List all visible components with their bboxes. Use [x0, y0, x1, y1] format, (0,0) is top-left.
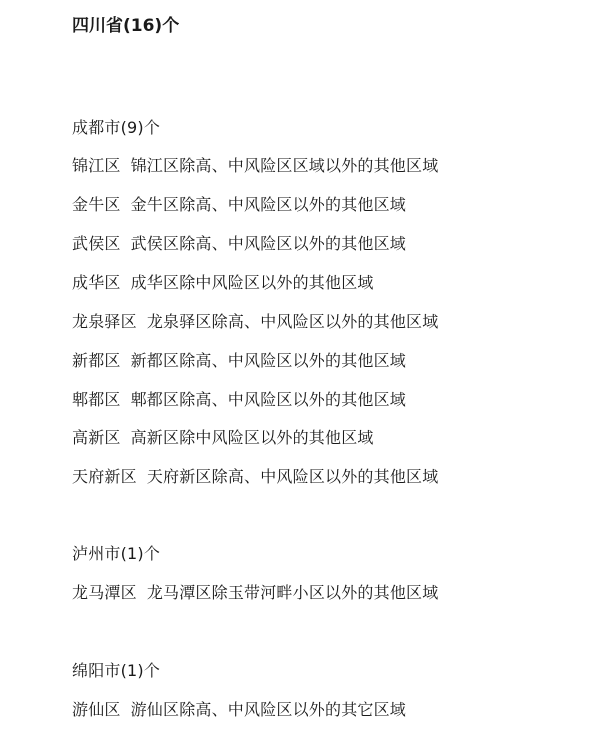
district-desc: 新都区除高、中风险区以外的其他区域 — [130, 351, 407, 370]
district-item — [72, 581, 438, 605]
district-item — [72, 154, 438, 178]
district-name: 高新区 — [72, 428, 121, 447]
district-name: 龙马潭区 — [72, 583, 137, 602]
city-title-chengdu: 成都市(9)个 — [72, 118, 161, 137]
district-name: 金牛区 — [72, 195, 121, 214]
district-name: 成华区 — [72, 273, 121, 292]
district-item — [72, 310, 438, 334]
district-desc: 锦江区除高、中风险区区域以外的其他区域 — [130, 156, 439, 175]
district-desc: 高新区除中风险区以外的其他区域 — [130, 428, 374, 447]
district-desc: 天府新区除高、中风险区以外的其他区域 — [146, 467, 439, 486]
province-title: 四川省(16)个 — [72, 16, 180, 36]
district-item — [72, 698, 406, 722]
district-desc: 龙马潭区除玉带河畔小区以外的其他区域 — [146, 583, 439, 602]
district-desc: 武侯区除高、中风险区以外的其他区域 — [130, 234, 407, 253]
district-item — [72, 349, 406, 373]
district-desc: 游仙区除高、中风险区以外的其它区域 — [130, 700, 407, 719]
district-name: 武侯区 — [72, 234, 121, 253]
district-name: 新都区 — [72, 351, 121, 370]
district-name: 郫都区 — [72, 390, 121, 409]
district-desc: 郫都区除高、中风险区以外的其他区域 — [130, 390, 407, 409]
district-desc: 成华区除中风险区以外的其他区域 — [130, 273, 374, 292]
district-item — [72, 426, 374, 450]
district-item — [72, 271, 374, 295]
district-name: 天府新区 — [72, 467, 137, 486]
city-title-mianyang: 绵阳市(1)个 — [72, 661, 161, 680]
district-name: 锦江区 — [72, 156, 121, 175]
district-name: 游仙区 — [72, 700, 121, 719]
district-name: 龙泉驿区 — [72, 312, 137, 331]
district-item — [72, 193, 406, 217]
city-title-luzhou: 泸州市(1)个 — [72, 544, 161, 563]
district-item — [72, 388, 406, 412]
district-desc: 金牛区除高、中风险区以外的其他区域 — [130, 195, 407, 214]
district-item — [72, 232, 406, 256]
district-desc: 龙泉驿区除高、中风险区以外的其他区域 — [146, 312, 439, 331]
district-item — [72, 465, 438, 489]
